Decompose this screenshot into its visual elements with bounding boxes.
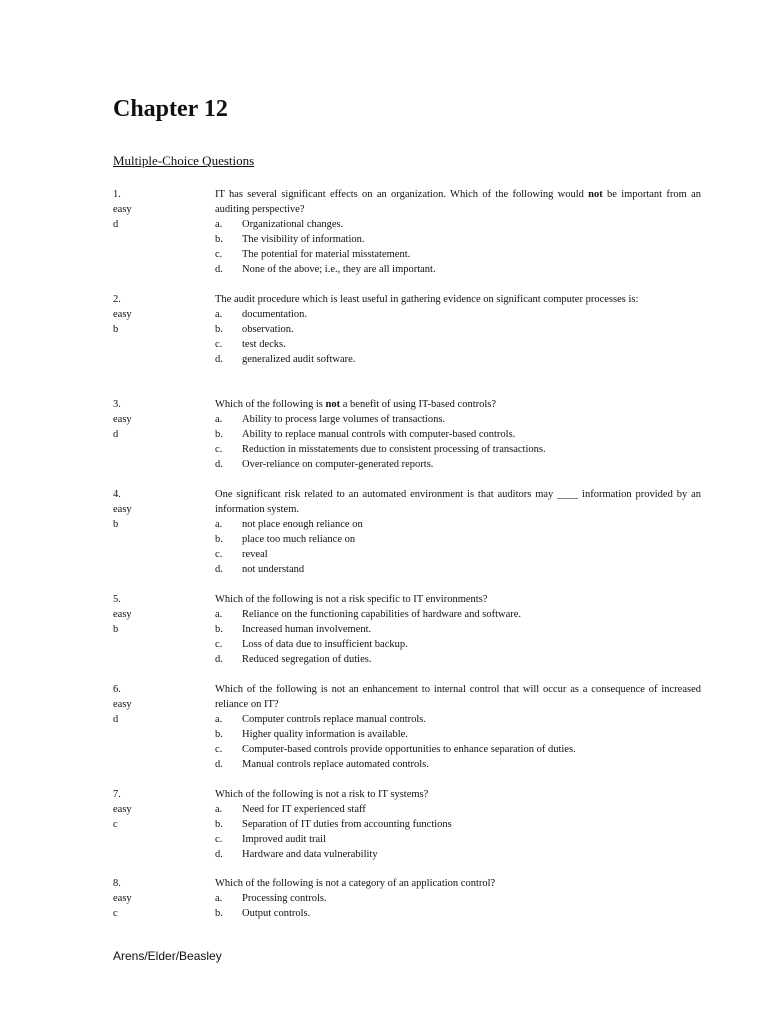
option-letter: b. xyxy=(215,624,223,635)
question-number: 3. xyxy=(113,399,121,410)
answer-option xyxy=(215,622,701,637)
option-letter: a. xyxy=(215,219,223,230)
option-letter: c. xyxy=(215,249,223,260)
answer-option xyxy=(215,547,701,562)
option-text: observation. xyxy=(242,324,294,335)
option-letter: d. xyxy=(215,564,223,575)
answer-option xyxy=(215,337,701,352)
option-letter: d. xyxy=(215,264,223,275)
option-letter: a. xyxy=(215,893,223,904)
option-text: Loss of data due to insufficient backup. xyxy=(242,639,408,650)
stem-text: Which of the following is not an enhancement to internal control that will occur as a consequence of increased reliance on IT? xyxy=(215,684,701,710)
option-text: The potential for material misstatement. xyxy=(242,249,411,260)
question-item xyxy=(113,787,701,862)
option-text: reveal xyxy=(242,549,268,560)
question-body xyxy=(215,682,701,772)
page-footer: Arens/Elder/Beasley xyxy=(113,949,222,963)
question-body xyxy=(215,187,701,277)
question-stem xyxy=(215,876,701,891)
option-text: The visibility of information. xyxy=(242,234,365,245)
stem-text: Which of the following is xyxy=(215,399,326,410)
option-letter: c. xyxy=(215,339,223,350)
question-item xyxy=(113,187,701,277)
answer-option xyxy=(215,262,701,277)
answer-option xyxy=(215,607,701,622)
answer-option xyxy=(215,517,701,532)
question-answer: d xyxy=(113,429,119,440)
question-body xyxy=(215,592,701,667)
option-text: not understand xyxy=(242,564,305,575)
question-meta xyxy=(113,397,193,442)
option-text: test decks. xyxy=(242,339,286,350)
stem-text: Which of the following is not a category of an application control? xyxy=(215,878,496,889)
question-stem xyxy=(215,397,701,412)
stem-emphasis: not xyxy=(325,399,341,410)
question-item xyxy=(113,292,701,367)
question-stem xyxy=(215,487,701,517)
option-letter: a. xyxy=(215,309,223,320)
question-number: 8. xyxy=(113,878,121,889)
question-body xyxy=(215,876,701,921)
question-stem xyxy=(215,787,701,802)
option-letter: a. xyxy=(215,414,223,425)
option-letter: d. xyxy=(215,459,223,470)
question-number: 2. xyxy=(113,294,121,305)
option-letter: b. xyxy=(215,234,223,245)
option-text: Organizational changes. xyxy=(242,219,344,230)
stem-text: Which of the following is not a risk to IT systems? xyxy=(215,789,429,800)
question-number: 1. xyxy=(113,189,121,200)
answer-option xyxy=(215,652,701,667)
option-letter: d. xyxy=(215,354,223,365)
option-text: generalized audit software. xyxy=(242,354,356,365)
question-item xyxy=(113,397,701,472)
question-difficulty: easy xyxy=(113,609,132,620)
question-difficulty: easy xyxy=(113,893,132,904)
option-letter: c. xyxy=(215,744,223,755)
option-letter: d. xyxy=(215,654,223,665)
option-text: Reduction in misstatements due to consistent processing of transactions. xyxy=(242,444,546,455)
stem-text: a benefit of using IT-based controls? xyxy=(340,399,497,410)
question-answer: c xyxy=(113,908,118,919)
answer-option xyxy=(215,817,701,832)
answer-option xyxy=(215,232,701,247)
option-text: Increased human involvement. xyxy=(242,624,372,635)
option-text: documentation. xyxy=(242,309,308,320)
option-letter: b. xyxy=(215,908,223,919)
option-letter: d. xyxy=(215,759,223,770)
question-difficulty: easy xyxy=(113,504,132,515)
question-number: 6. xyxy=(113,684,121,695)
answer-option xyxy=(215,442,701,457)
question-item xyxy=(113,592,701,667)
answer-option xyxy=(215,802,701,817)
question-number: 7. xyxy=(113,789,121,800)
option-text: Separation of IT duties from accounting functions xyxy=(242,819,452,830)
question-answer: b xyxy=(113,324,119,335)
option-letter: b. xyxy=(215,534,223,545)
question-stem xyxy=(215,292,701,307)
question-difficulty: easy xyxy=(113,804,132,815)
option-text: Higher quality information is available. xyxy=(242,729,408,740)
question-answer: d xyxy=(113,219,119,230)
option-text: Over-reliance on computer-generated reports. xyxy=(242,459,434,470)
option-text: Improved audit trail xyxy=(242,834,326,845)
option-letter: a. xyxy=(215,804,223,815)
option-text: not place enough reliance on xyxy=(242,519,363,530)
option-letter: c. xyxy=(215,834,223,845)
option-text: Ability to process large volumes of transactions. xyxy=(242,414,446,425)
stem-text: Which of the following is not a risk specific to IT environments? xyxy=(215,594,488,605)
option-text: Manual controls replace automated controls. xyxy=(242,759,429,770)
question-answer: c xyxy=(113,819,118,830)
option-text: Hardware and data vulnerability xyxy=(242,849,378,860)
stem-emphasis: not xyxy=(588,189,603,200)
question-meta xyxy=(113,592,193,637)
answer-option xyxy=(215,352,701,367)
question-answer: d xyxy=(113,714,119,725)
answer-option xyxy=(215,832,701,847)
option-letter: d. xyxy=(215,849,223,860)
stem-text: be important from an auditing perspective? xyxy=(215,189,701,215)
option-text: Computer controls replace manual controls. xyxy=(242,714,426,725)
answer-option xyxy=(215,847,701,862)
answer-option xyxy=(215,307,701,322)
question-meta xyxy=(113,682,193,727)
question-body xyxy=(215,397,701,472)
question-difficulty: easy xyxy=(113,309,132,320)
question-difficulty: easy xyxy=(113,204,132,215)
answer-option xyxy=(215,712,701,727)
option-letter: c. xyxy=(215,549,223,560)
question-meta xyxy=(113,487,193,532)
answer-option xyxy=(215,906,701,921)
option-text: Processing controls. xyxy=(242,893,327,904)
question-body xyxy=(215,292,701,367)
question-stem xyxy=(215,682,701,712)
answer-option xyxy=(215,412,701,427)
answer-option xyxy=(215,757,701,772)
answer-option xyxy=(215,427,701,442)
answer-option xyxy=(215,742,701,757)
section-heading: Multiple-Choice Questions xyxy=(113,153,255,168)
answer-option xyxy=(215,562,701,577)
answer-option xyxy=(215,891,701,906)
option-letter: b. xyxy=(215,324,223,335)
question-difficulty: easy xyxy=(113,414,132,425)
answer-option xyxy=(215,727,701,742)
question-difficulty: easy xyxy=(113,699,132,710)
option-letter: b. xyxy=(215,819,223,830)
stem-text: One significant risk related to an automated environment is that auditors may ____ information provided by an information system. xyxy=(215,489,701,515)
option-letter: c. xyxy=(215,444,223,455)
option-text: place too much reliance on xyxy=(242,534,356,545)
question-item xyxy=(113,682,701,772)
option-letter: a. xyxy=(215,714,223,725)
answer-option xyxy=(215,457,701,472)
answer-option xyxy=(215,217,701,232)
option-letter: a. xyxy=(215,609,223,620)
option-text: Need for IT experienced staff xyxy=(242,804,366,815)
answer-option xyxy=(215,322,701,337)
option-text: Reliance on the functioning capabilities of hardware and software. xyxy=(242,609,522,620)
option-letter: c. xyxy=(215,639,223,650)
option-letter: b. xyxy=(215,729,223,740)
option-text: Computer-based controls provide opportunities to enhance separation of duties. xyxy=(242,744,576,755)
option-text: Reduced segregation of duties. xyxy=(242,654,372,665)
question-item xyxy=(113,487,701,577)
question-answer: b xyxy=(113,624,119,635)
question-stem xyxy=(215,592,701,607)
question-answer: b xyxy=(113,519,119,530)
answer-option xyxy=(215,637,701,652)
option-text: Output controls. xyxy=(242,908,311,919)
question-meta xyxy=(113,876,193,921)
option-text: None of the above; i.e., they are all important. xyxy=(242,264,436,275)
question-body xyxy=(215,787,701,862)
option-letter: a. xyxy=(215,519,223,530)
question-stem xyxy=(215,187,701,217)
question-meta xyxy=(113,787,193,832)
option-text: Ability to replace manual controls with computer-based controls. xyxy=(242,429,516,440)
answer-option xyxy=(215,247,701,262)
question-item xyxy=(113,876,701,921)
question-body xyxy=(215,487,701,577)
stem-text: The audit procedure which is least useful in gathering evidence on significant computer processes is: xyxy=(215,294,639,305)
question-meta xyxy=(113,187,193,232)
question-meta xyxy=(113,292,193,337)
question-number: 4. xyxy=(113,489,121,500)
question-number: 5. xyxy=(113,594,121,605)
chapter-title: Chapter 12 xyxy=(113,96,228,122)
option-letter: b. xyxy=(215,429,223,440)
stem-text: IT has several significant effects on an organization. Which of the following would xyxy=(215,189,589,200)
answer-option xyxy=(215,532,701,547)
